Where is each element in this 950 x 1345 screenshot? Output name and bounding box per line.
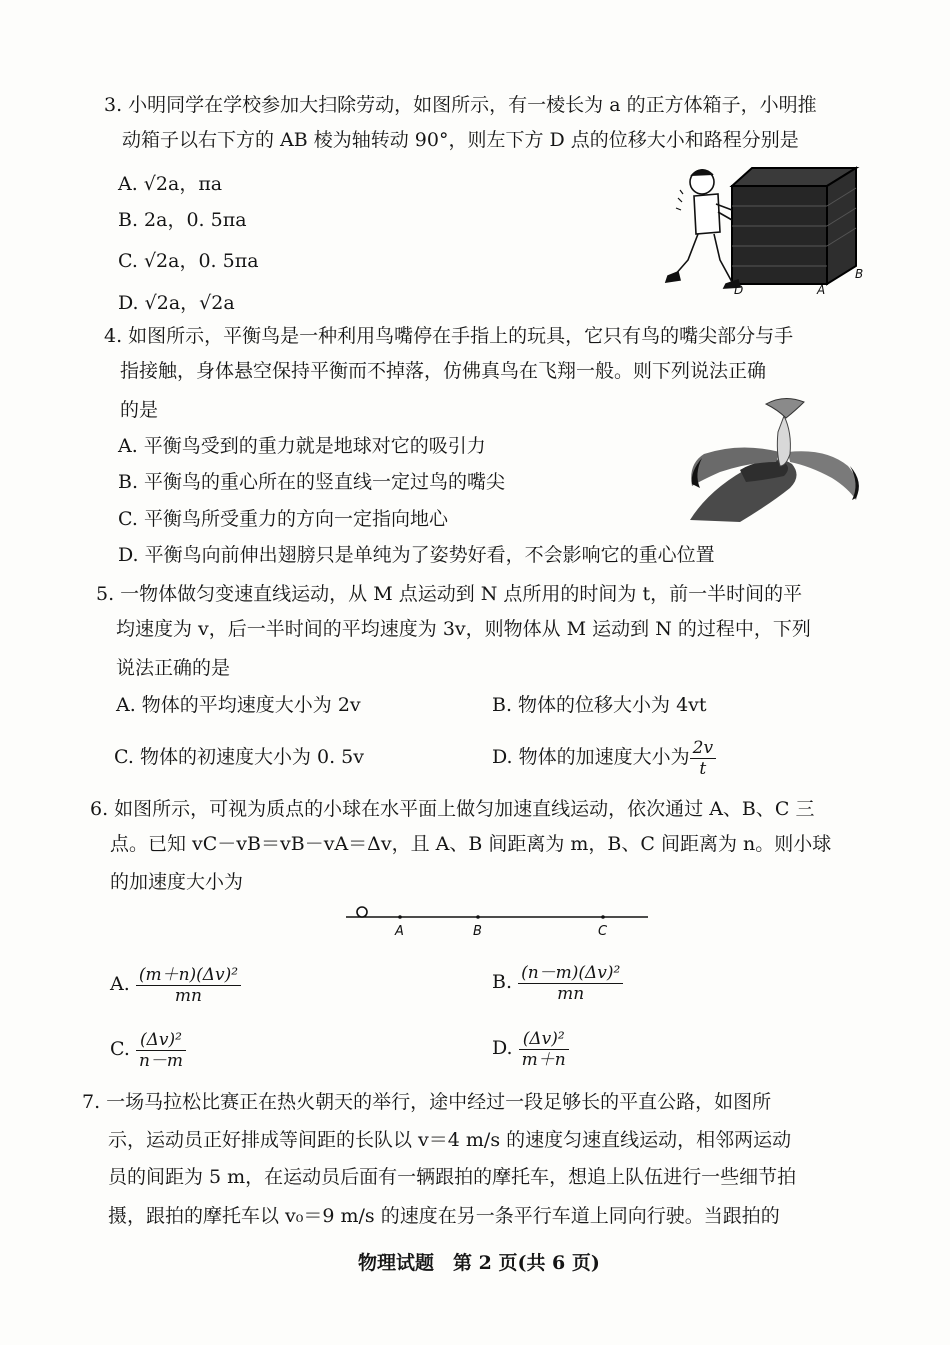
q6-option-d-label: D. <box>492 1037 513 1059</box>
q3-stem-line-1: 3. 小明同学在学校参加大扫除劳动，如图所示，有一棱长为 a 的正方体箱子，小明推 <box>104 94 817 116</box>
q6-option-b <box>492 954 623 1010</box>
q4-option-b: B. 平衡鸟的重心所在的竖直线一定过鸟的嘴尖 <box>118 471 506 493</box>
q6-option-b-denominator: mn <box>557 983 585 1004</box>
q7-stem-line-4: 摄，跟拍的摩托车以 v₀＝9 m/s 的速度在另一条平行车道上同向行驶。当跟拍的 <box>108 1205 780 1227</box>
q6-label-b: B <box>473 924 482 939</box>
q4-stem-line-2: 指接触，身体悬空保持平衡而不掉落，仿佛真鸟在飞翔一般。则下列说法正确 <box>120 360 767 382</box>
q3-label-b: B <box>855 267 864 281</box>
q5-stem-line-1: 5. 一物体做匀变速直线运动，从 M 点运动到 N 点所用的时间为 t，前一半时间的平 <box>96 583 803 605</box>
q6-stem-line-1: 6. 如图所示，可视为质点的小球在水平面上做匀加速直线运动，依次通过 A、B、C 三 <box>90 798 815 820</box>
q3-box-figure <box>660 160 870 300</box>
q4-option-a: A. 平衡鸟受到的重力就是地球对它的吸引力 <box>118 435 486 457</box>
q7-stem-line-2: 示，运动员正好排成等间距的长队以 v＝4 m/s 的速度匀速直线运动，相邻两运动 <box>108 1129 792 1151</box>
q4-stem-line-1: 4. 如图所示，平衡鸟是一种利用鸟嘴停在手指上的玩具，它只有鸟的嘴尖部分与手 <box>104 325 794 347</box>
q5-option-c: C. 物体的初速度大小为 0. 5v <box>114 746 364 768</box>
page-footer: 物理试题 第 2 页(共 6 页) <box>358 1252 600 1274</box>
q5-option-d-numerator: 2v <box>690 738 716 759</box>
q3-label-a: A <box>817 283 826 297</box>
q5-stem-line-2: 均速度为 v，后一半时间的平均速度为 3v，则物体从 M 运动到 N 的过程中，下列 <box>116 618 811 640</box>
q5-option-d-text: D. 物体的加速度大小为 <box>492 746 690 768</box>
q3-option-b: B. 2a，0. 5πa <box>118 209 247 231</box>
q6-option-c <box>110 1021 186 1077</box>
q6-stem-line-2: 点。已知 vC－vB＝vB－vA＝Δv，且 A、B 间距离为 m，B、C 间距离为 n。则小球 <box>110 833 832 855</box>
q3-option-c: C. √2a，0. 5πa <box>118 250 259 272</box>
q5-option-d <box>492 729 716 785</box>
q6-option-c-denominator: n－m <box>138 1050 184 1071</box>
q5-stem-line-3: 说法正确的是 <box>116 657 231 679</box>
q4-option-c: C. 平衡鸟所受重力的方向一定指向地心 <box>118 508 448 530</box>
q6-option-d-denominator: m＋n <box>521 1049 566 1070</box>
q6-option-b-fraction <box>518 963 623 1004</box>
q3-option-d: D. √2a，√2a <box>118 292 235 314</box>
q6-label-a: A <box>395 924 404 939</box>
q6-option-b-label: B. <box>492 971 513 993</box>
q7-stem-line-3: 员的间距为 5 m，在运动员后面有一辆跟拍的摩托车，想追上队伍进行一些细节拍 <box>108 1166 797 1188</box>
q3-option-a: A. √2a，πa <box>118 173 223 195</box>
q6-line-figure <box>340 902 660 942</box>
q6-label-c: C <box>598 924 608 939</box>
q6-option-c-label: C. <box>110 1038 130 1060</box>
q6-option-a-fraction <box>136 965 241 1006</box>
q6-option-c-numerator: (Δv)² <box>136 1030 186 1051</box>
q3-stem-line-2: 动箱子以右下方的 AB 棱为轴转动 90°，则左下方 D 点的位移大小和路程分别是 <box>122 129 799 151</box>
q5-option-d-fraction <box>690 738 716 779</box>
q6-option-d-fraction <box>519 1029 569 1070</box>
q6-option-a <box>110 956 241 1012</box>
q6-option-b-numerator: (n－m)(Δv)² <box>518 963 623 984</box>
q6-option-a-denominator: mn <box>174 985 202 1006</box>
q4-balance-bird-figure <box>680 392 870 524</box>
q4-stem-line-3: 的是 <box>120 399 159 421</box>
q4-option-d: D. 平衡鸟向前伸出翅膀只是单纯为了姿势好看，不会影响它的重心位置 <box>118 544 715 566</box>
q6-option-a-numerator: (m＋n)(Δv)² <box>136 965 241 986</box>
q6-option-d <box>492 1020 569 1076</box>
q5-option-b: B. 物体的位移大小为 4vt <box>492 694 707 716</box>
q6-option-a-label: A. <box>110 973 130 995</box>
q3-label-d: D <box>734 283 744 297</box>
q6-option-d-numerator: (Δv)² <box>519 1029 569 1050</box>
q6-stem-line-3: 的加速度大小为 <box>110 871 244 893</box>
q5-option-d-denominator: t <box>699 758 707 779</box>
q5-option-a: A. 物体的平均速度大小为 2v <box>116 694 361 716</box>
q6-option-c-fraction <box>136 1030 186 1071</box>
q7-stem-line-1: 7. 一场马拉松比赛正在热火朝天的举行，途中经过一段足够长的平直公路，如图所 <box>82 1091 772 1113</box>
